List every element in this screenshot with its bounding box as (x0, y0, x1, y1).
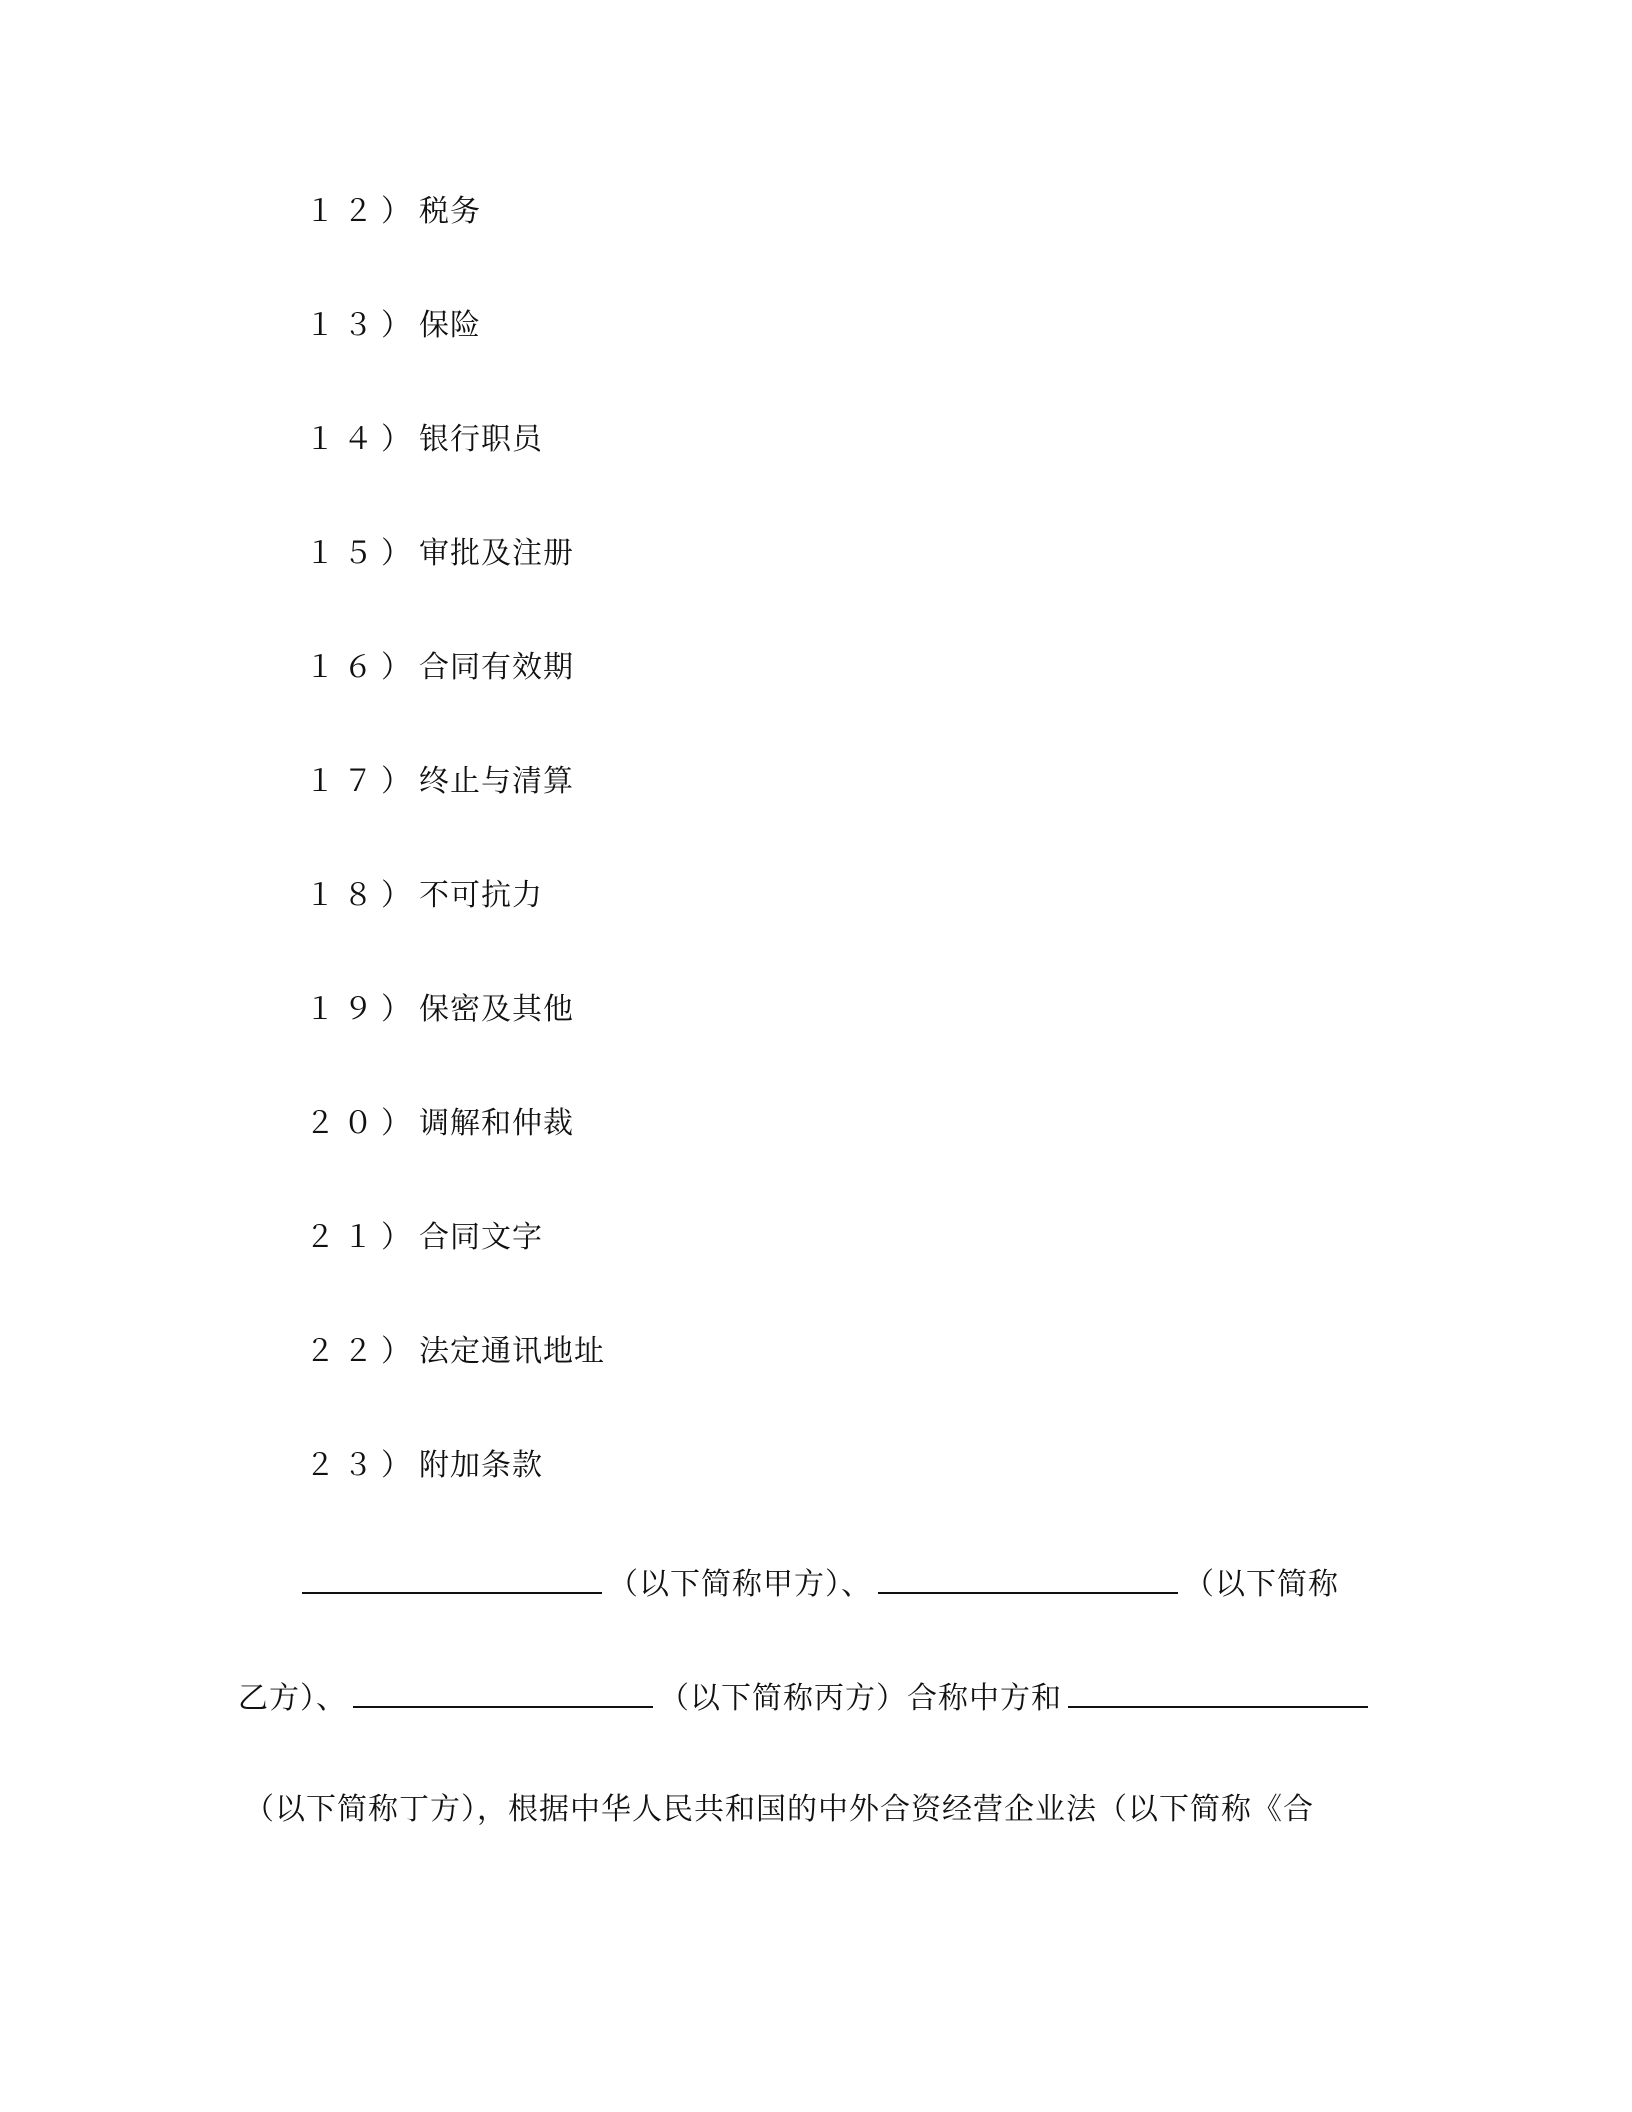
fill-in-blank-party-c[interactable] (353, 1676, 653, 1708)
fill-in-blank-party-a[interactable] (302, 1562, 602, 1594)
item-label: 税务 (419, 194, 481, 229)
paragraph-line-2 (238, 1676, 1368, 1719)
list-item (305, 1104, 574, 1144)
list-item (305, 876, 543, 916)
item-number: １４） (305, 422, 419, 457)
paragraph-text: （以下简称丙方）合称中方和 (659, 1681, 1062, 1716)
item-number: １９） (305, 992, 419, 1027)
fill-in-blank-party-b[interactable] (878, 1562, 1178, 1594)
item-number: ２２） (305, 1334, 419, 1369)
item-label: 合同文字 (419, 1220, 543, 1255)
item-number: １２） (305, 194, 419, 229)
paragraph-text: 乙方）、 (238, 1681, 347, 1716)
item-number: １６） (305, 650, 419, 685)
paragraph-text: （以下简称 (1184, 1567, 1339, 1602)
list-item (305, 1446, 543, 1486)
paragraph-line-1 (302, 1562, 1339, 1605)
list-item (305, 1218, 543, 1258)
item-label: 终止与清算 (419, 764, 574, 799)
item-number: １８） (305, 878, 419, 913)
item-number: ２３） (305, 1448, 419, 1483)
list-item (305, 306, 481, 346)
item-label: 不可抗力 (419, 878, 543, 913)
item-label: 审批及注册 (419, 536, 574, 571)
paragraph-text: （以下简称丁方），根据中华人民共和国的中外合资经营企业法（以下简称《合 (244, 1792, 1314, 1827)
list-item (305, 192, 481, 232)
list-item (305, 990, 574, 1030)
item-label: 银行职员 (419, 422, 543, 457)
paragraph-line-3 (244, 1790, 1314, 1830)
item-label: 保密及其他 (419, 992, 574, 1027)
item-label: 合同有效期 (419, 650, 574, 685)
list-item (305, 420, 543, 460)
item-label: 法定通讯地址 (419, 1334, 605, 1369)
item-label: 附加条款 (419, 1448, 543, 1483)
item-number: ２０） (305, 1106, 419, 1141)
item-number: １５） (305, 536, 419, 571)
item-label: 保险 (419, 308, 481, 343)
paragraph-text: （以下简称甲方）、 (608, 1567, 872, 1602)
item-number: １３） (305, 308, 419, 343)
list-item (305, 648, 574, 688)
list-item (305, 762, 574, 802)
fill-in-blank-party-d[interactable] (1068, 1676, 1368, 1708)
list-item (305, 534, 574, 574)
item-number: １７） (305, 764, 419, 799)
item-number: ２１） (305, 1220, 419, 1255)
item-label: 调解和仲裁 (419, 1106, 574, 1141)
list-item (305, 1332, 605, 1372)
